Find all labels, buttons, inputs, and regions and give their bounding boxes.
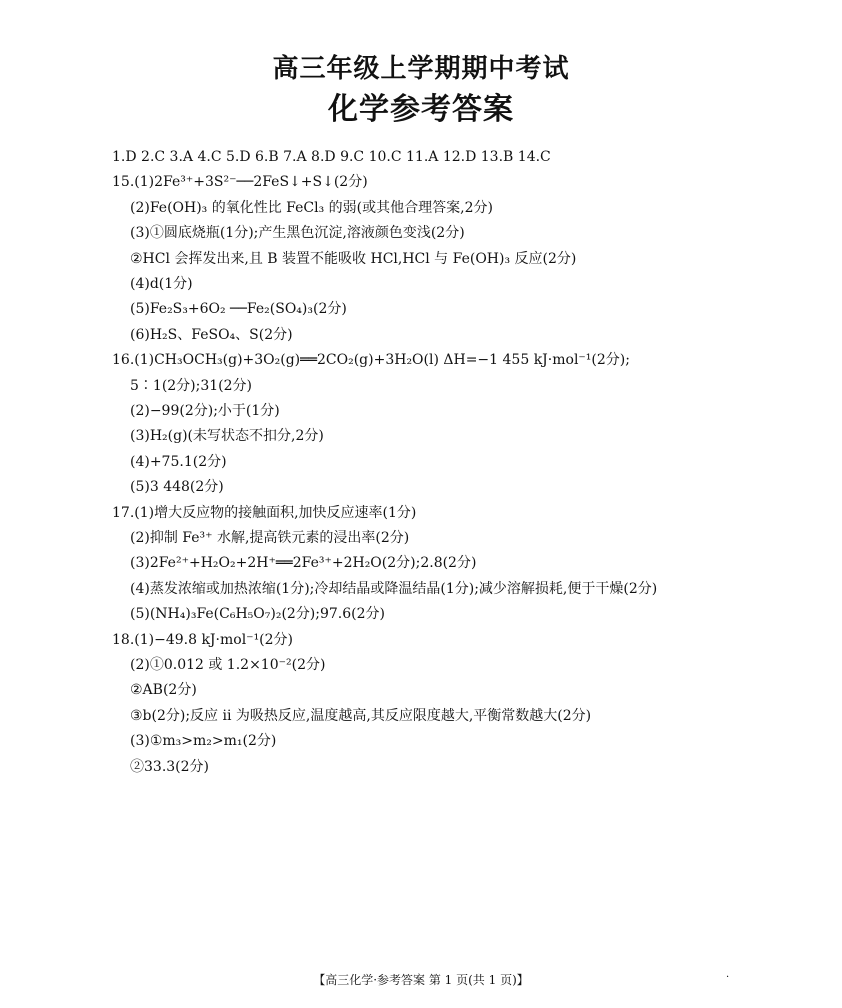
answer-line: ③b(2分);反应 ii 为吸热反应,温度越高,其反应限度越大,平衡常数越大(2分) bbox=[130, 707, 592, 724]
answer-line: 16.(1)CH₃OCH₃(g)+3O₂(g)══2CO₂(g)+3H₂O(l) ΔH=−1 455 kJ·mol⁻¹(2分); bbox=[112, 352, 630, 369]
page-subtitle: 化学参考答案 bbox=[328, 92, 514, 127]
answer-line: (4)蒸发浓缩或加热浓缩(1分);冷却结晶或降温结晶(1分);减少溶解损耗,便于干燥(2分) bbox=[130, 580, 658, 597]
answer-line: (3)①圆底烧瓶(1分);产生黑色沉淀,溶液颜色变浅(2分) bbox=[130, 225, 465, 242]
answer-line: 5∶1(2分);31(2分) bbox=[130, 377, 253, 394]
page-footer: 【高三化学·参考答案 第 1 页(共 1 页)】 bbox=[313, 973, 529, 987]
answer-line: (2)Fe(OH)₃ 的氧化性比 FeCl₃ 的弱(或其他合理答案,2分) bbox=[130, 199, 493, 216]
answer-line: (3)2Fe²⁺+H₂O₂+2H⁺══2Fe³⁺+2H₂O(2分);2.8(2分) bbox=[130, 555, 477, 572]
answer-line: (3)H₂(g)(未写状态不扣分,2分) bbox=[130, 428, 324, 445]
answer-line: ②33.3(2分) bbox=[130, 758, 210, 775]
answer-line: (3)①m₃>m₂>m₁(2分) bbox=[130, 733, 277, 750]
answer-line: (6)H₂S、FeSO₄、S(2分) bbox=[130, 326, 293, 343]
answer-line: (2)①0.012 或 1.2×10⁻²(2分) bbox=[130, 657, 326, 673]
answer-line: 1.D 2.C 3.A 4.C 5.D 6.B 7.A 8.D 9.C 10.C 11.A 12.D 13.B 14.C bbox=[112, 149, 551, 165]
answer-line: ②HCl 会挥发出来,且 B 装置不能吸收 HCl,HCl 与 Fe(OH)₃ 反应(2分) bbox=[130, 250, 577, 267]
answer-line: ②AB(2分) bbox=[130, 682, 197, 699]
answer-line: (4)d(1分) bbox=[130, 276, 193, 292]
answer-line: (2)−99(2分);小于(1分) bbox=[130, 403, 280, 419]
answer-line: 15.(1)2Fe³⁺+3S²⁻──2FeS↓+S↓(2分) bbox=[112, 174, 368, 191]
page-title: 高三年级上学期期中考试 bbox=[272, 54, 570, 84]
answer-line: (2)抑制 Fe³⁺ 水解,提高铁元素的浸出率(2分) bbox=[130, 530, 410, 546]
answer-line: (5)3 448(2分) bbox=[130, 479, 224, 496]
answer-line: 18.(1)−49.8 kJ·mol⁻¹(2分) bbox=[112, 631, 294, 648]
corner-mark: · bbox=[726, 972, 730, 983]
answer-line: (5)(NH₄)₃Fe(C₆H₅O₇)₂(2分);97.6(2分) bbox=[130, 606, 385, 623]
answer-line: (5)Fe₂S₃+6O₂ ──Fe₂(SO₄)₃(2分) bbox=[130, 301, 347, 318]
answer-line: 17.(1)增大反应物的接触面积,加快反应速率(1分) bbox=[112, 504, 417, 521]
answer-line: (4)+75.1(2分) bbox=[130, 453, 227, 470]
